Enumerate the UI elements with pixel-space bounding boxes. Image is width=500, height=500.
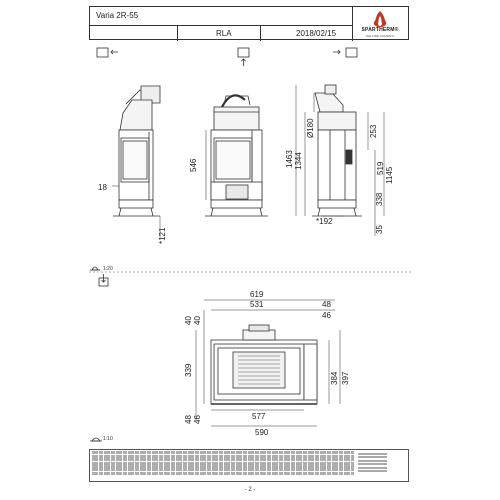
dim-590: 590 <box>255 428 269 437</box>
dim-1145: 1145 <box>385 166 394 184</box>
left-view-marker <box>97 48 118 57</box>
dim-253: 253 <box>369 124 378 138</box>
dim-35: 35 <box>375 225 384 234</box>
dim-121: *121 <box>158 227 167 244</box>
dim-48-top: 48 <box>322 300 331 309</box>
arrow-right-icon <box>333 50 340 54</box>
floor-plan-icon <box>99 274 108 286</box>
plan-view <box>211 325 317 404</box>
footer-disclaimer <box>92 451 354 481</box>
scale-icon <box>90 434 102 442</box>
scale-lower: 1:10 <box>103 436 113 442</box>
dim-40-inner: 40 <box>193 316 202 325</box>
page-number: - 2 - <box>244 487 256 493</box>
model-name: Varia 2R-55 <box>96 11 139 20</box>
dim-619: 619 <box>250 290 264 299</box>
dim-192: *192 <box>316 217 333 226</box>
footer-side-notes <box>358 451 406 481</box>
dim-48-left: 48 <box>184 415 193 424</box>
arrow-left-icon <box>111 50 118 54</box>
dim-519: 519 <box>376 161 385 175</box>
dim-46-left: 46 <box>193 415 202 424</box>
logo-tagline: THE FIRE COMPANY <box>365 34 395 38</box>
scale-icon <box>90 267 100 270</box>
drawing-date: 2018/02/15 <box>296 29 337 38</box>
dim-546: 546 <box>189 158 198 172</box>
dim-40-outer: 40 <box>184 316 193 325</box>
logo-wordmark: SPARTHERM® <box>361 27 399 33</box>
dim-531: 531 <box>250 300 264 309</box>
arrow-up-icon <box>242 59 246 66</box>
front-view-marker <box>238 48 249 66</box>
dim-18: 18 <box>98 183 107 192</box>
dim-1463: 1463 <box>285 150 294 168</box>
dim-577: 577 <box>252 412 266 421</box>
dim-46-top: 46 <box>322 311 331 320</box>
footer-fine-print <box>89 449 409 482</box>
right-view-marker <box>333 48 357 57</box>
dim-397: 397 <box>341 371 350 385</box>
dim-1344: 1344 <box>294 152 303 170</box>
dim-180: Ø180 <box>306 118 315 138</box>
right-elevation <box>312 85 362 216</box>
front-elevation <box>205 95 268 216</box>
left-elevation <box>113 86 160 216</box>
scale-upper: 1:20 <box>103 266 113 272</box>
dim-339: 339 <box>184 363 193 377</box>
dim-338: 338 <box>375 192 384 206</box>
dim-384: 384 <box>330 371 339 385</box>
drawing-code: RLA <box>216 29 232 38</box>
